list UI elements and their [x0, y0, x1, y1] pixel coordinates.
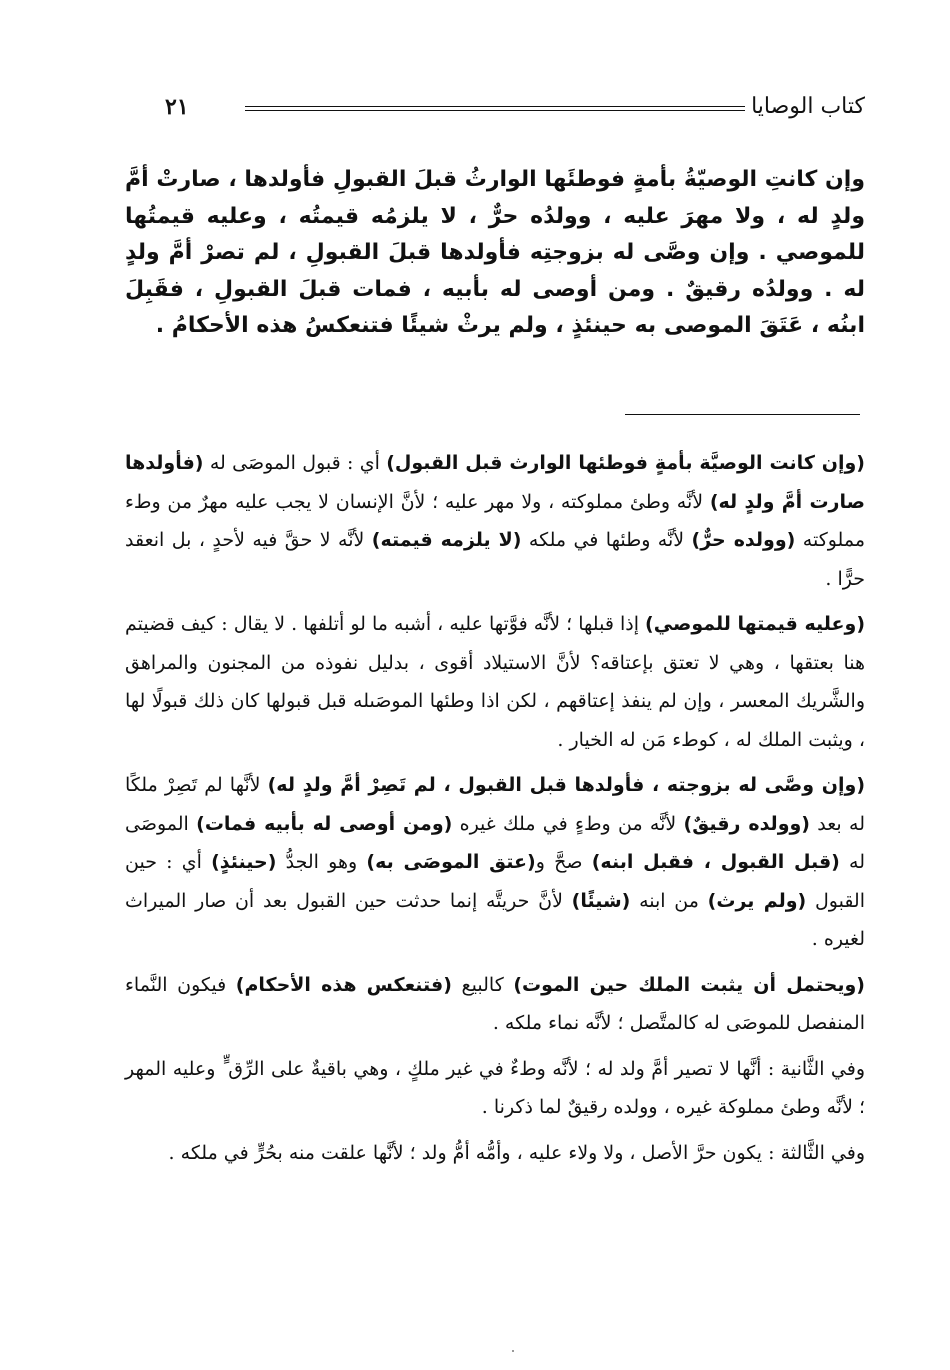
commentary-text: كالبيع	[451, 973, 514, 996]
commentary-text: لأنَّ حريتَّه إنما حدثت حين القبول بعد أن صار الميراث لغيره .	[125, 889, 865, 950]
quoted-text: (عتق الموصَى به)	[366, 851, 536, 873]
quoted-text: (وإن كانت الوصيَّة بأمةٍ فوطئها الوارث قبل القبول)	[386, 452, 865, 474]
commentary-paragraph-4	[125, 966, 865, 1043]
commentary-text: أي : حين القبول	[125, 851, 865, 912]
commentary-text: وفي الثَّالثة : يكون حرَّ الأصل ، ولا ولاء عليه ، وأمُّه أمُّ ولد ؛ لأنَّها علقت منه بحُرٍّ في ملكه .	[168, 1141, 865, 1164]
quoted-text: (ومن أوصى له بأبيه فمات)	[196, 812, 453, 835]
quoted-text: (وإن وصَّى له بزوجته ، فأولدها قبل القبول ، لم تَصِرْ أمَّ ولدٍ له)	[267, 774, 865, 796]
commentary-text: لأنَّه لا حقَّ فيه لأحدٍ ، بل انعقد حرًّا .	[125, 529, 865, 590]
commentary-text: لأنَّه وطئها في ملكه	[521, 529, 692, 551]
commentary-paragraph-1	[125, 444, 865, 598]
commentary-text: لأنَّها لم تَصِرْ ملكًا له بعد	[125, 774, 865, 835]
commentary-text: وهو الجدُّ	[276, 851, 367, 873]
commentary	[125, 444, 865, 1179]
commentary-text: لأنَّه من وطءٍ في ملك غيره	[452, 812, 684, 835]
header-rule	[245, 106, 745, 111]
quoted-text: (فتنعكس هذه الأحكام)	[235, 973, 452, 996]
commentary-paragraph-2	[125, 605, 865, 759]
commentary-text: وفي الثَّانية : أنَّها لا تصير أمَّ ولد له ؛ لأنَّه وطءٌ في غير ملكٍ ، وهي باقيةٌ على الرِّق ٍّ وعليه المهر ؛ لأنَّه وطئ مملوكة غيره ، وولده رقيقٌ لما ذكرنا .	[125, 1057, 865, 1118]
main-text	[125, 162, 865, 345]
quoted-text: (فأولدها صارت أمَّ ولدٍ له)	[125, 452, 865, 513]
quoted-text: (ولم يرث)	[707, 889, 807, 912]
running-title: كتاب الوصايا	[751, 94, 865, 119]
page-number: ٢١	[165, 94, 189, 120]
commentary-text: فيكون النَّماء المنفصل للموصَى له كالمتَّصل ؛ لأنَّه نماء ملكه .	[125, 973, 865, 1034]
quoted-text: (حينئذٍ)	[211, 851, 277, 873]
commentary-text: صحَّ و	[535, 851, 592, 873]
footnote-divider	[625, 414, 860, 415]
commentary-paragraph-5	[125, 1050, 865, 1127]
quoted-text: (وولده حرٌّ)	[691, 529, 796, 551]
commentary-paragraph-3	[125, 766, 865, 959]
page-header	[165, 92, 865, 126]
quoted-text: (لا يلزمه قيمته)	[371, 529, 522, 551]
quoted-text: (شيئًا)	[571, 889, 631, 912]
quoted-text: (وولده رقيقٌ)	[683, 812, 810, 835]
main-text-body: وإن كانتِ الوصيّةُ بأمةٍ فوطئَها الوارثُ قبلَ القبولِ فأولدها ، صارتْ أمَّ ولدٍ له ، ولا مهرَ عليه ، وولدُه حرٌّ ، لا يلزمُه قيمتُه ، وعليه قيمتُها للموصي . وإن وصَّى له بزوجتِه فأولدها قبلَ القبولِ ، لم تصرْ أمَّ ولدٍ له . وولدُه رقيقٌ . ومن أوصى له بأبيه ، فمات قبلَ القبولِ ، فقَبِلَ ابنُه ، عَتَقَ الموصى به حينئذٍ ، ولم يرثْ شيئًا فتنعكسُ هذه الأحكامُ .	[125, 167, 865, 338]
page-speck	[512, 1350, 514, 1352]
commentary-paragraph-6	[125, 1134, 865, 1173]
quoted-text: (ويحتمل أن يثبت الملك حين الموت)	[513, 973, 865, 996]
quoted-text: (وعليه قيمتها للموصي)	[645, 613, 865, 635]
commentary-text: إذا قبلها ؛ لأنَّه فوَّتها عليه ، أشبه ما لو أتلفها . لا يقال : كيف قضيتم هنا بعتقها ، وهي لا تعتق بإعتاقه؟ لأنَّ الاستيلاد أقوى ، بدليل نفوذه من المجنون والمراهق والشَّريك المعسر ، وإن لم ينفذ إعتاقهم ، لكن اذا وطئها الموصَىله قبل قبولها كان ذلك قبولًا لها ، ويثبت الملك له ، كوطء مَن له الخيار .	[125, 613, 865, 751]
commentary-text: أي : قبول الموصَى له	[203, 452, 387, 474]
commentary-text: الموصَى له	[125, 812, 866, 873]
quoted-text: (قبل القبول ، فقبل ابنه)	[591, 851, 840, 873]
commentary-text: من ابنه	[630, 889, 708, 912]
commentary-text: لأنَّه وطئ مملوكته ، ولا مهر عليه ؛ لأنَّ الإنسان لا يجب عليه مهرٌ من وطء مملوكته	[125, 490, 866, 551]
